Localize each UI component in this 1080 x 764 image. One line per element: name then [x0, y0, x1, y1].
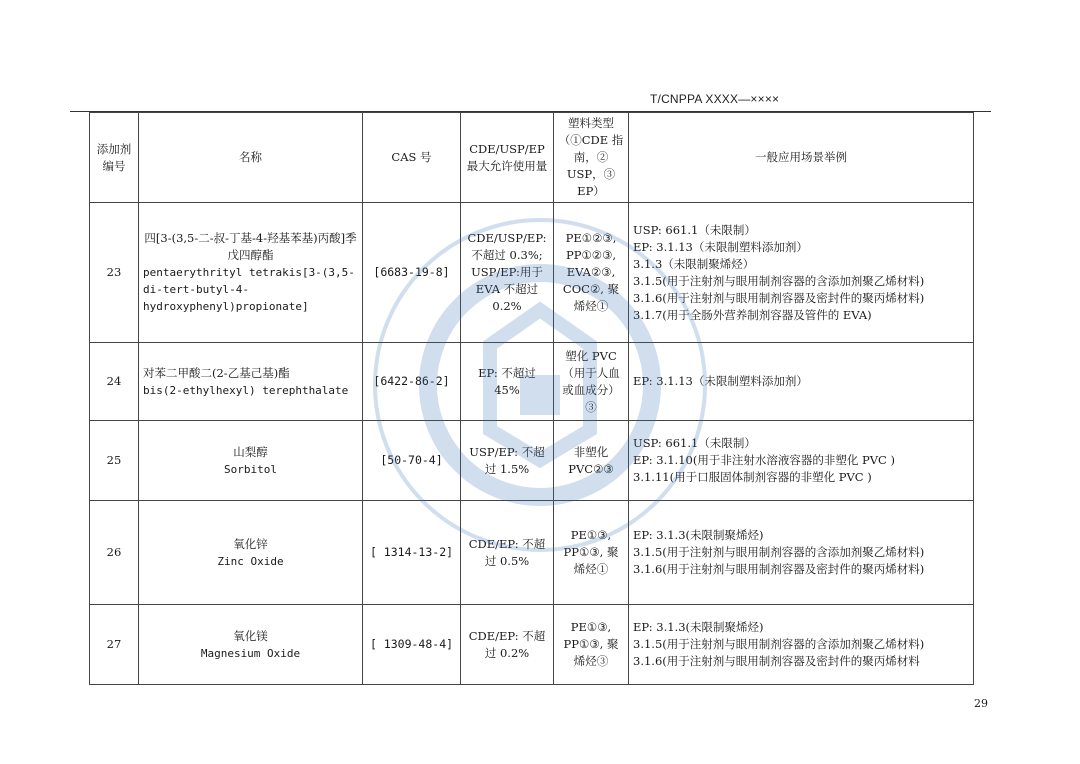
scenario-line: 3.1.6(用于注射剂与眼用制剂容器及密封件的聚丙烯材料): [633, 290, 925, 305]
name-zh: 氧化镁: [233, 628, 268, 643]
page-number: 29: [974, 697, 988, 710]
cell-limit: CDE/EP: 不超过 0.5%: [461, 501, 554, 605]
cell-plastic-type: 非塑化 PVC②③: [554, 421, 629, 501]
scenario-line: 3.1.6(用于注射剂与眼用制剂容器及密封件的聚丙烯材料): [633, 562, 925, 576]
cell-cas: [50-70-4]: [363, 421, 461, 501]
scenario-line: EP: 3.1.13（未限制塑料添加剂）: [633, 239, 808, 254]
additive-table: [89, 112, 974, 685]
name-en: Zinc Oxide: [217, 554, 284, 568]
header-max-limit: CDE/USP/EP 最大允许使用量: [461, 113, 554, 203]
name-zh: 氧化锌: [233, 536, 268, 551]
cell-scenarios: [629, 501, 974, 605]
scenario-line: 3.1.7(用于全肠外营养制剂容器及管件的 EVA): [633, 307, 872, 322]
cell-name: [139, 203, 363, 343]
name-zh: 对苯二甲酸二(2-乙基己基)酯: [143, 365, 290, 380]
cell-name: [139, 343, 363, 421]
name-zh: 山梨醇: [233, 444, 268, 459]
header-cas: CAS 号: [363, 113, 461, 203]
scenario-line: 3.1.3（未限制聚烯烃）: [633, 256, 755, 271]
cell-no: 26: [90, 501, 139, 605]
scenario-line: USP: 661.1（未限制）: [633, 436, 756, 450]
cell-plastic-type: PE①②③, PP①②③, EVA②③, COC②, 聚烯烃①: [554, 203, 629, 343]
scenario-line: EP: 3.1.13（未限制塑料添加剂）: [633, 374, 808, 388]
name-en: Sorbitol: [224, 462, 277, 476]
cell-no: 27: [90, 605, 139, 685]
header-additive-no: 添加剂编号: [90, 113, 139, 203]
header-scenarios: 一般应用场景举例: [629, 113, 974, 203]
table-row: [90, 203, 974, 343]
scenario-line: EP: 3.1.3(未限制聚烯烃): [633, 528, 764, 542]
cell-name: [139, 605, 363, 685]
cell-cas: [ 1309-48-4]: [363, 605, 461, 685]
cell-limit: USP/EP: 不超过 1.5%: [461, 421, 554, 501]
cell-no: 24: [90, 343, 139, 421]
cell-scenarios: [629, 203, 974, 343]
cell-plastic-type: 塑化 PVC（用于人血或血成分）③: [554, 343, 629, 421]
cell-plastic-type: PE①③, PP①③, 聚烯烃①: [554, 501, 629, 605]
header-name: 名称: [139, 113, 363, 203]
scenario-line: 3.1.5(用于注射剂与眼用制剂容器的含添加剂聚乙烯材料): [633, 637, 925, 651]
name-zh: 四[3-(3,5-二-叔-丁基-4-羟基苯基)丙酸]季戊四醇酯: [144, 231, 357, 262]
table-row: [90, 343, 974, 421]
cell-scenarios: [629, 343, 974, 421]
cell-limit: EP: 不超过 45%: [461, 343, 554, 421]
table-row: [90, 501, 974, 605]
cell-name: [139, 501, 363, 605]
scenario-line: 3.1.5(用于注射剂与眼用制剂容器的含添加剂聚乙烯材料): [633, 545, 925, 559]
cell-cas: [ 1314-13-2]: [363, 501, 461, 605]
cell-scenarios: [629, 421, 974, 501]
cell-limit: CDE/USP/EP: 不超过 0.3%; USP/EP:用于 EVA 不超过 0.2%: [461, 203, 554, 343]
scenario-line: 3.1.6(用于注射剂与眼用制剂容器及密封件的聚丙烯材料: [633, 654, 920, 668]
scenario-line: 3.1.5(用于注射剂与眼用制剂容器的含添加剂聚乙烯材料): [633, 273, 925, 288]
name-en: pentaerythrityl tetrakis[3-(3,5-di-tert-butyl-4-hydroxyphenyl)propionate]: [143, 266, 355, 313]
cell-no: 23: [90, 203, 139, 343]
table-row: [90, 421, 974, 501]
scenario-line: USP: 661.1（未限制）: [633, 222, 756, 237]
cell-cas: [6683-19-8]: [363, 203, 461, 343]
cell-no: 25: [90, 421, 139, 501]
document-code: T/CNPPA XXXX—××××: [650, 92, 780, 106]
name-en: bis(2-ethylhexyl) terephthalate: [143, 383, 349, 397]
name-en: Magnesium Oxide: [200, 646, 301, 660]
header-plastic-type: 塑料类型（①CDE 指南，② USP，③ EP）: [554, 113, 629, 203]
cell-name: [139, 421, 363, 501]
scenario-line: EP: 3.1.3(未限制聚烯烃): [633, 620, 764, 634]
table-row: [90, 605, 974, 685]
scenario-line: EP: 3.1.10(用于非注射水溶液容器的非塑化 PVC ): [633, 453, 895, 467]
cell-plastic-type: PE①③, PP①③, 聚烯烃③: [554, 605, 629, 685]
table-header-row: [90, 113, 974, 203]
cell-cas: [6422-86-2]: [363, 343, 461, 421]
scenario-line: 3.1.11(用于口服固体制剂容器的非塑化 PVC ): [633, 470, 872, 484]
cell-scenarios: [629, 605, 974, 685]
cell-limit: CDE/EP: 不超过 0.2%: [461, 605, 554, 685]
